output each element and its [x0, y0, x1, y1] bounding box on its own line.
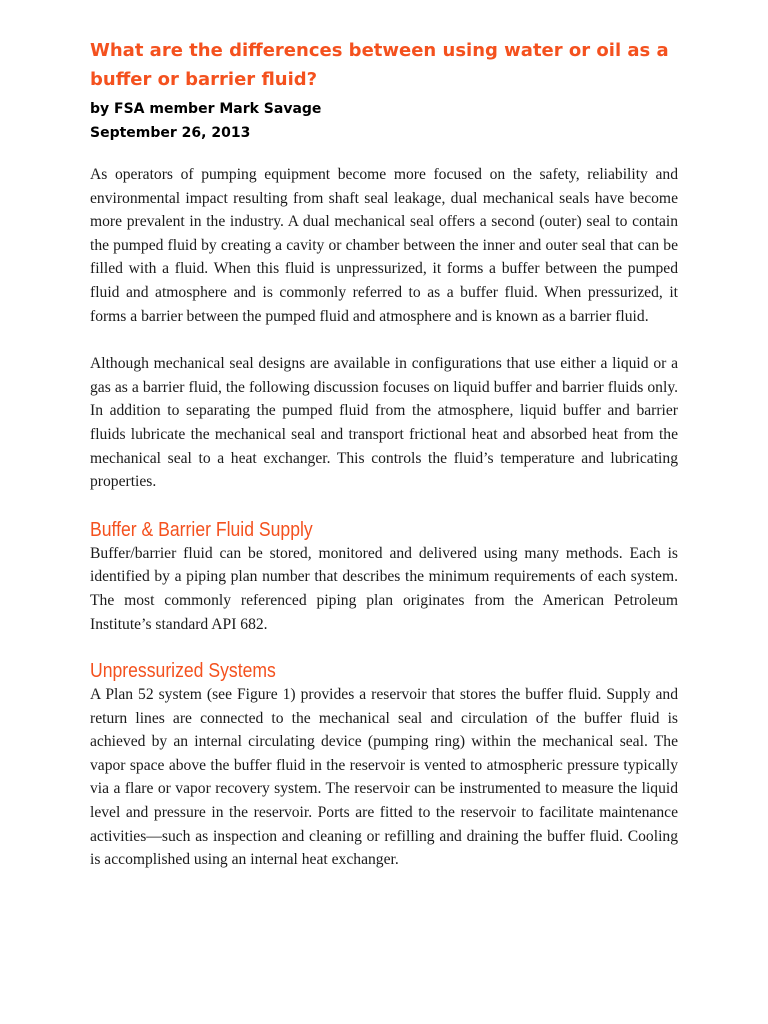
section-heading-unpressurized-systems: Unpressurized Systems: [90, 660, 276, 683]
article-byline: by FSA member Mark Savage: [90, 101, 322, 117]
section-heading-buffer-barrier-supply: Buffer & Barrier Fluid Supply: [90, 518, 313, 541]
intro-paragraph-1: As operators of pumping equipment become more focused on the safety, reliability and environmental impact resulting from shaft seal leakage, dual mechanical seals have become more prevalent in the industry. A dual mechanical seal offers a second (outer) seal to contain the pumped fluid by creating a cavity or chamber between the inner and outer seal that can be filled with a fluid. When this fluid is unpressurized, it forms a buffer between the pumped fluid and atmosphere and is commonly referred to as a buffer fluid. When pressurized, it forms a barrier between the pumped fluid and atmosphere and is known as a barrier fluid.: [90, 166, 678, 325]
section-paragraph-buffer-barrier-supply: Buffer/barrier fluid can be stored, monitored and delivered using many methods. Each is identified by a piping plan number that describes the minimum requirements of each system. The most commonly referenced piping plan originates from the American Petroleum Institute’s standard API 682.: [90, 544, 678, 633]
intro-paragraph-2: Although mechanical seal designs are available in configurations that use either a liquid or a gas as a barrier fluid, the following discussion focuses on liquid buffer and barrier fluids only. In addition to separating the pumped fluid from the atmosphere, liquid buffer and barrier fluids lubricate the mechanical seal and transport frictional heat and absorbed heat from the mechanical seal to a heat exchanger. This controls the fluid’s temperature and lubricating properties.: [90, 355, 678, 491]
section-paragraph-unpressurized-systems: A Plan 52 system (see Figure 1) provides a reservoir that stores the buffer fluid. Supply and return lines are connected to the mechanical seal and circulation of the buffer fluid is achieved by an internal circulating device (pumping ring) within the mechanical seal. The vapor space above the buffer fluid in the reservoir is vented to atmospheric pressure typically via a flare or vapor recovery system. The reservoir can be instrumented to measure the liquid level and pressure in the reservoir. Ports are fitted to the reservoir to facilitate maintenance activities—such as inspection and cleaning or refilling and draining the buffer fluid. Cooling is accomplished using an internal heat exchanger.: [90, 686, 678, 869]
article-date: September 26, 2013: [90, 125, 251, 141]
document-page: [90, 36, 678, 872]
article-title: What are the differences between using water or oil as a buffer or barrier fluid?: [90, 40, 669, 90]
